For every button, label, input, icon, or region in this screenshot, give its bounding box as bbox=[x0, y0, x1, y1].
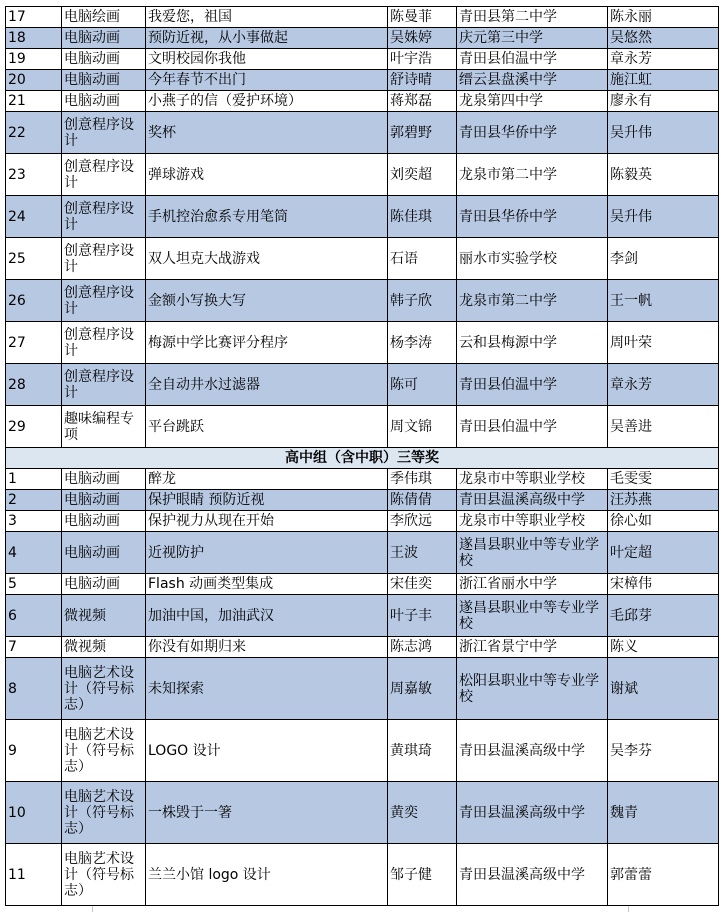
gridline bbox=[628, 906, 629, 912]
category-cell: 电脑艺术设计（符号标志） bbox=[62, 720, 146, 782]
table-row bbox=[6, 658, 719, 720]
row-number-cell: 3 bbox=[6, 511, 62, 532]
teacher-cell: 宋樟伟 bbox=[608, 574, 719, 595]
school-cell: 青田县华侨中学 bbox=[457, 112, 608, 154]
table-row bbox=[6, 91, 719, 112]
work-title-cell: 保护视力从现在开始 bbox=[146, 511, 388, 532]
school-cell: 青田县温溪高级中学 bbox=[457, 844, 608, 906]
table-row bbox=[6, 574, 719, 595]
work-title-cell: 近视防护 bbox=[146, 532, 388, 574]
table-row bbox=[6, 238, 719, 280]
work-title-cell: 未知探索 bbox=[146, 658, 388, 720]
category-cell: 电脑艺术设计（符号标志） bbox=[62, 844, 146, 906]
table-row bbox=[6, 511, 719, 532]
work-title-cell: 小燕子的信（爱护环境） bbox=[146, 91, 388, 112]
author-cell: 黄奕 bbox=[388, 782, 457, 844]
work-title-cell: Flash 动画类型集成 bbox=[146, 574, 388, 595]
table-row bbox=[6, 782, 719, 844]
teacher-cell: 吴升伟 bbox=[608, 112, 719, 154]
teacher-cell: 章永芳 bbox=[608, 364, 719, 406]
school-cell: 缙云县盘溪中学 bbox=[457, 70, 608, 91]
table-row bbox=[6, 406, 719, 448]
school-cell: 遂昌县职业中等专业学校 bbox=[457, 595, 608, 637]
author-cell: 叶宇浩 bbox=[388, 49, 457, 70]
row-number-cell: 25 bbox=[6, 238, 62, 280]
category-cell: 电脑动画 bbox=[62, 28, 146, 49]
school-cell: 龙泉市第二中学 bbox=[457, 154, 608, 196]
work-title-cell: 双人坦克大战游戏 bbox=[146, 238, 388, 280]
author-cell: 黄琪琦 bbox=[388, 720, 457, 782]
author-cell: 叶子丰 bbox=[388, 595, 457, 637]
work-title-cell: 弹球游戏 bbox=[146, 154, 388, 196]
row-number-cell: 29 bbox=[6, 406, 62, 448]
teacher-cell: 陈永丽 bbox=[608, 7, 719, 28]
row-number-cell: 4 bbox=[6, 532, 62, 574]
work-title-cell: 手机控治愈系专用笔筒 bbox=[146, 196, 388, 238]
teacher-cell: 李剑 bbox=[608, 238, 719, 280]
teacher-cell: 吴李芬 bbox=[608, 720, 719, 782]
school-cell: 云和县梅源中学 bbox=[457, 322, 608, 364]
teacher-cell: 叶定超 bbox=[608, 532, 719, 574]
author-cell: 宋佳奕 bbox=[388, 574, 457, 595]
author-cell: 李欣远 bbox=[388, 511, 457, 532]
category-cell: 创意程序设计 bbox=[62, 322, 146, 364]
teacher-cell: 陈义 bbox=[608, 637, 719, 658]
author-cell: 周文锦 bbox=[388, 406, 457, 448]
row-number-cell: 20 bbox=[6, 70, 62, 91]
work-title-cell: 文明校园你我他 bbox=[146, 49, 388, 70]
row-number-cell: 1 bbox=[6, 469, 62, 490]
category-cell: 电脑艺术设计（符号标志） bbox=[62, 782, 146, 844]
school-cell: 龙泉第四中学 bbox=[457, 91, 608, 112]
row-number-cell: 22 bbox=[6, 112, 62, 154]
category-cell: 电脑动画 bbox=[62, 490, 146, 511]
category-cell: 微视频 bbox=[62, 595, 146, 637]
row-number-cell: 17 bbox=[6, 7, 62, 28]
author-cell: 陈志鸿 bbox=[388, 637, 457, 658]
table-row bbox=[6, 532, 719, 574]
category-cell: 创意程序设计 bbox=[62, 280, 146, 322]
school-cell: 青田县伯温中学 bbox=[457, 364, 608, 406]
work-title-cell: 全自动井水过滤器 bbox=[146, 364, 388, 406]
table-row bbox=[6, 154, 719, 196]
awards-sheet bbox=[5, 6, 718, 906]
work-title-cell: 你没有如期归来 bbox=[146, 637, 388, 658]
author-cell: 刘奕超 bbox=[388, 154, 457, 196]
school-cell: 青田县伯温中学 bbox=[457, 49, 608, 70]
author-cell: 邹子健 bbox=[388, 844, 457, 906]
table-row bbox=[6, 469, 719, 490]
school-cell: 丽水市实验学校 bbox=[457, 238, 608, 280]
school-cell: 青田县温溪高级中学 bbox=[457, 490, 608, 511]
teacher-cell: 魏青 bbox=[608, 782, 719, 844]
row-number-cell: 7 bbox=[6, 637, 62, 658]
work-title-cell: 奖杯 bbox=[146, 112, 388, 154]
category-cell: 电脑动画 bbox=[62, 511, 146, 532]
work-title-cell: LOGO 设计 bbox=[146, 720, 388, 782]
author-cell: 陈曼菲 bbox=[388, 7, 457, 28]
teacher-cell: 吴善进 bbox=[608, 406, 719, 448]
work-title-cell: 一株毁于一箸 bbox=[146, 782, 388, 844]
category-cell: 电脑绘画 bbox=[62, 7, 146, 28]
row-number-cell: 9 bbox=[6, 720, 62, 782]
author-cell: 杨李涛 bbox=[388, 322, 457, 364]
school-cell: 青田县伯温中学 bbox=[457, 406, 608, 448]
category-cell: 创意程序设计 bbox=[62, 154, 146, 196]
category-cell: 趣味编程专项 bbox=[62, 406, 146, 448]
author-cell: 郭碧野 bbox=[388, 112, 457, 154]
author-cell: 吴姝婷 bbox=[388, 28, 457, 49]
school-cell: 遂昌县职业中等专业学校 bbox=[457, 532, 608, 574]
teacher-cell: 吴悠然 bbox=[608, 28, 719, 49]
table-row bbox=[6, 490, 719, 511]
row-number-cell: 21 bbox=[6, 91, 62, 112]
work-title-cell: 保护眼睛 预防近视 bbox=[146, 490, 388, 511]
section-heading: 高中组（含中职）三等奖 bbox=[6, 448, 719, 469]
school-cell: 青田县温溪高级中学 bbox=[457, 720, 608, 782]
teacher-cell: 谢斌 bbox=[608, 658, 719, 720]
gridline bbox=[92, 906, 93, 912]
row-number-cell: 27 bbox=[6, 322, 62, 364]
school-cell: 龙泉市中等职业学校 bbox=[457, 511, 608, 532]
table-row bbox=[6, 844, 719, 906]
teacher-cell: 陈毅英 bbox=[608, 154, 719, 196]
category-cell: 微视频 bbox=[62, 637, 146, 658]
table-row bbox=[6, 7, 719, 28]
row-number-cell: 2 bbox=[6, 490, 62, 511]
table-row bbox=[6, 720, 719, 782]
category-cell: 电脑动画 bbox=[62, 70, 146, 91]
author-cell: 王波 bbox=[388, 532, 457, 574]
work-title-cell: 梅源中学比赛评分程序 bbox=[146, 322, 388, 364]
teacher-cell: 郭蕾蕾 bbox=[608, 844, 719, 906]
row-number-cell: 23 bbox=[6, 154, 62, 196]
school-cell: 庆元第三中学 bbox=[457, 28, 608, 49]
row-number-cell: 5 bbox=[6, 574, 62, 595]
category-cell: 电脑动画 bbox=[62, 91, 146, 112]
category-cell: 电脑动画 bbox=[62, 574, 146, 595]
row-number-cell: 11 bbox=[6, 844, 62, 906]
row-number-cell: 10 bbox=[6, 782, 62, 844]
teacher-cell: 廖永有 bbox=[608, 91, 719, 112]
work-title-cell: 平台跳跃 bbox=[146, 406, 388, 448]
category-cell: 电脑动画 bbox=[62, 469, 146, 490]
teacher-cell: 王一帆 bbox=[608, 280, 719, 322]
author-cell: 陈可 bbox=[388, 364, 457, 406]
teacher-cell: 施江虹 bbox=[608, 70, 719, 91]
work-title-cell: 预防近视，从小事做起 bbox=[146, 28, 388, 49]
table-row bbox=[6, 70, 719, 91]
category-cell: 创意程序设计 bbox=[62, 196, 146, 238]
author-cell: 周嘉敏 bbox=[388, 658, 457, 720]
work-title-cell: 我爱您，祖国 bbox=[146, 7, 388, 28]
category-cell: 创意程序设计 bbox=[62, 238, 146, 280]
work-title-cell: 加油中国，加油武汉 bbox=[146, 595, 388, 637]
school-cell: 青田县温溪高级中学 bbox=[457, 782, 608, 844]
school-cell: 浙江省景宁中学 bbox=[457, 637, 608, 658]
row-number-cell: 6 bbox=[6, 595, 62, 637]
table-row bbox=[6, 280, 719, 322]
table-row bbox=[6, 28, 719, 49]
row-number-cell: 18 bbox=[6, 28, 62, 49]
row-number-cell: 8 bbox=[6, 658, 62, 720]
row-number-cell: 19 bbox=[6, 49, 62, 70]
table-row bbox=[6, 595, 719, 637]
category-cell: 电脑动画 bbox=[62, 49, 146, 70]
table-row bbox=[6, 196, 719, 238]
row-number-cell: 28 bbox=[6, 364, 62, 406]
author-cell: 陈佳琪 bbox=[388, 196, 457, 238]
teacher-cell: 章永芳 bbox=[608, 49, 719, 70]
school-cell: 龙泉市第二中学 bbox=[457, 280, 608, 322]
author-cell: 舒诗晴 bbox=[388, 70, 457, 91]
category-cell: 创意程序设计 bbox=[62, 364, 146, 406]
awards-table bbox=[5, 6, 719, 906]
author-cell: 陈倩倩 bbox=[388, 490, 457, 511]
category-cell: 电脑动画 bbox=[62, 532, 146, 574]
work-title-cell: 醉龙 bbox=[146, 469, 388, 490]
teacher-cell: 吴升伟 bbox=[608, 196, 719, 238]
table-row bbox=[6, 49, 719, 70]
teacher-cell: 周叶荣 bbox=[608, 322, 719, 364]
row-number-cell: 24 bbox=[6, 196, 62, 238]
school-cell: 龙泉市中等职业学校 bbox=[457, 469, 608, 490]
school-cell: 松阳县职业中等专业学校 bbox=[457, 658, 608, 720]
author-cell: 韩子欣 bbox=[388, 280, 457, 322]
author-cell: 石语 bbox=[388, 238, 457, 280]
teacher-cell: 毛邱芽 bbox=[608, 595, 719, 637]
table-row bbox=[6, 364, 719, 406]
table-row bbox=[6, 112, 719, 154]
school-cell: 青田县华侨中学 bbox=[457, 196, 608, 238]
teacher-cell: 徐心如 bbox=[608, 511, 719, 532]
work-title-cell: 今年春节不出门 bbox=[146, 70, 388, 91]
table-row bbox=[6, 322, 719, 364]
school-cell: 青田县第二中学 bbox=[457, 7, 608, 28]
category-cell: 电脑艺术设计（符号标志） bbox=[62, 658, 146, 720]
author-cell: 蒋郑磊 bbox=[388, 91, 457, 112]
table-row bbox=[6, 637, 719, 658]
teacher-cell: 毛雯雯 bbox=[608, 469, 719, 490]
author-cell: 季伟琪 bbox=[388, 469, 457, 490]
section-heading-row bbox=[6, 448, 719, 469]
category-cell: 创意程序设计 bbox=[62, 112, 146, 154]
work-title-cell: 兰兰小馆 logo 设计 bbox=[146, 844, 388, 906]
work-title-cell: 金额小写换大写 bbox=[146, 280, 388, 322]
teacher-cell: 汪苏燕 bbox=[608, 490, 719, 511]
row-number-cell: 26 bbox=[6, 280, 62, 322]
school-cell: 浙江省丽水中学 bbox=[457, 574, 608, 595]
